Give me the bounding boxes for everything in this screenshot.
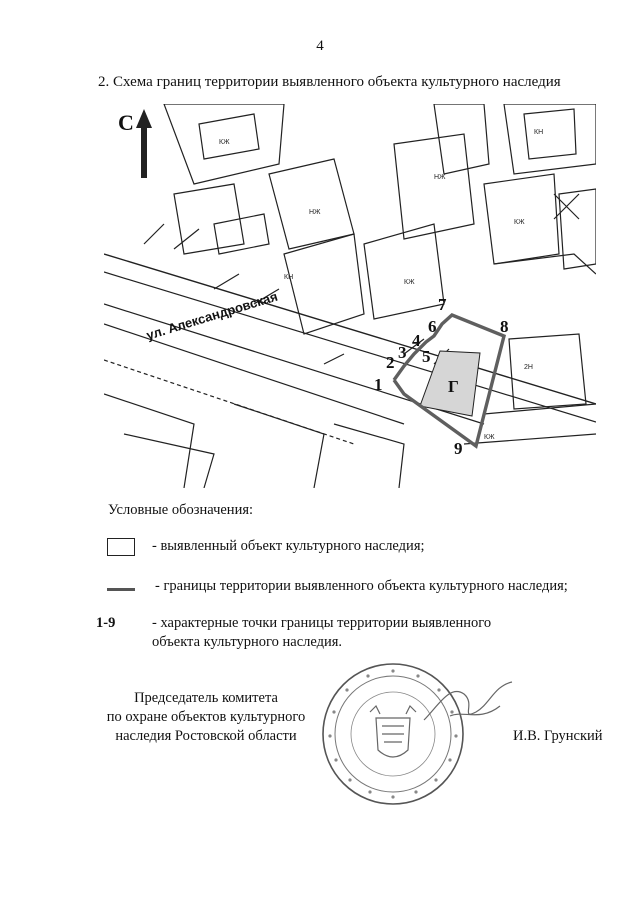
- point-label: 1: [374, 375, 383, 394]
- signer-position-line2: по охране объектов культурного: [106, 709, 306, 725]
- point-label: 3: [398, 343, 407, 362]
- scheme-heading: 2. Схема границ территории выявленного объекта культурного наследия: [98, 74, 561, 90]
- north-label: С: [118, 110, 134, 135]
- building-mark: КН: [534, 129, 544, 136]
- point-label: 2: [386, 353, 395, 372]
- building-mark: КЖ: [514, 219, 525, 226]
- handwritten-signature: [420, 676, 516, 732]
- legend-object-text: - выявленный объект культурного наследия;: [152, 538, 425, 554]
- legend-boundary-text: - границы территории выявленного объекта культурного наследия;: [155, 578, 568, 594]
- building-mark: 2Н: [524, 364, 533, 371]
- signer-name: И.В. Грунский: [513, 728, 603, 744]
- building-mark: КЖ: [484, 434, 495, 441]
- point-label: 7: [438, 295, 447, 314]
- building-mark: НЖ: [309, 209, 321, 216]
- point-label: 8: [500, 317, 509, 336]
- building-mark: КЖ: [404, 279, 415, 286]
- point-label: 6: [428, 317, 437, 336]
- legend-points-text-line1: - характерные точки границы территории выявленного: [152, 615, 492, 631]
- signer-position-line3: наследия Ростовской области: [115, 728, 297, 744]
- map-background: [104, 104, 596, 488]
- building-mark: НЖ: [434, 174, 446, 181]
- point-label: 9: [454, 439, 463, 458]
- cadastral-map: [104, 104, 596, 488]
- building-mark: КЖ: [219, 139, 230, 146]
- street-label: ул. Александровская: [144, 288, 280, 343]
- legend-boundary-symbol: [107, 588, 135, 591]
- point-label: 4: [412, 331, 421, 350]
- signer-position-line1: Председатель комитета: [134, 690, 278, 706]
- object-letter: Г: [448, 377, 459, 396]
- legend-title: Условные обозначения:: [108, 502, 254, 518]
- page-number: 4: [316, 38, 324, 54]
- legend-points-symbol: 1-9: [96, 615, 116, 631]
- legend-points-text-line2: объекта культурного наследия.: [152, 634, 343, 650]
- point-label: 5: [422, 347, 431, 366]
- building-mark: КН: [284, 274, 294, 281]
- legend-object-symbol: [107, 538, 135, 556]
